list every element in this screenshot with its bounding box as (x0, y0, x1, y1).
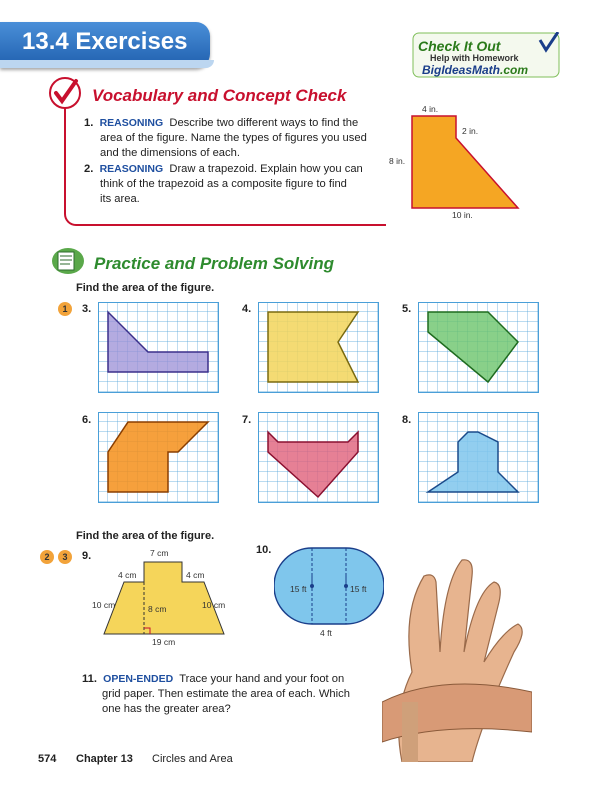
exercise-2: 2. REASONING Draw a trapezoid. Explain how you can think of the trapezoid as a composite figure to find its area. (84, 163, 363, 205)
grid-problem-3 (98, 302, 224, 398)
section-heading: 13.4 Exercises (22, 28, 188, 55)
p9-left-side: 4 cm (118, 570, 137, 580)
vocab-figure (392, 104, 532, 224)
footer-title: Circles and Area (152, 753, 233, 765)
problem-num-5: 5. (402, 303, 412, 315)
figure-9-trapezoid (96, 556, 246, 640)
p9-bottom: 19 cm (152, 637, 176, 647)
p10-right-r: 15 ft (350, 584, 367, 594)
fig-label-bottom: 10 in. (452, 210, 473, 220)
promo-line1: Check It Out (418, 38, 501, 54)
instruction-2: Find the area of the figure. (76, 530, 215, 542)
notebook-icon (50, 246, 86, 276)
fig-label-right: 2 in. (462, 126, 479, 136)
problem-num-7: 7. (242, 414, 252, 426)
checkmark-icon (48, 76, 82, 110)
p9-right-slant: 10 cm (202, 600, 226, 610)
grid-problem-6 (98, 412, 224, 508)
level-badge-1: 1 (58, 302, 72, 316)
problem-num-6: 6. (82, 414, 92, 426)
p9-top: 7 cm (150, 548, 169, 558)
fig-label-top: 4 in. (422, 104, 439, 114)
promo-line3[interactable]: BigIdeasMath.com (422, 63, 529, 77)
grid-problem-5 (418, 302, 544, 398)
p10-left-r: 15 ft (290, 584, 307, 594)
section-tab-underline (0, 60, 214, 68)
page-number: 574 (38, 753, 57, 765)
grid-problem-8 (418, 412, 544, 508)
level-badge-2: 2 (40, 550, 54, 564)
hand-photo-image (382, 552, 532, 762)
grid-problem-4 (258, 302, 384, 398)
fig-label-left: 8 in. (389, 156, 406, 166)
exercise-1: 1. REASONING Describe two different ways to find the area of the figure. Name the types of figures you used and the dimensions of each. (84, 117, 367, 159)
p9-height: 8 cm (148, 604, 167, 614)
grid-problem-7 (258, 412, 384, 508)
level-badge-3: 3 (58, 550, 72, 564)
promo-line2: Help with Homework (430, 53, 519, 63)
problem-num-4: 4. (242, 303, 252, 315)
problem-num-9: 9. (82, 550, 92, 562)
exercise-11: 11. OPEN-ENDED Trace your hand and your foot on grid paper. Then estimate the area of each. Which one has the greater area? (82, 673, 350, 715)
p9-right-side: 4 cm (186, 570, 205, 580)
vocab-heading: Vocabulary and Concept Check (92, 86, 347, 105)
problem-num-10: 10. (256, 544, 272, 556)
instruction-1: Find the area of the figure. (76, 282, 215, 294)
problem-num-8: 8. (402, 414, 412, 426)
problem-num-3: 3. (82, 303, 92, 315)
p9-left-slant: 10 cm (92, 600, 116, 610)
practice-heading: Practice and Problem Solving (94, 254, 334, 273)
p10-width: 4 ft (320, 628, 332, 638)
footer-chapter: Chapter 13 (76, 753, 133, 765)
